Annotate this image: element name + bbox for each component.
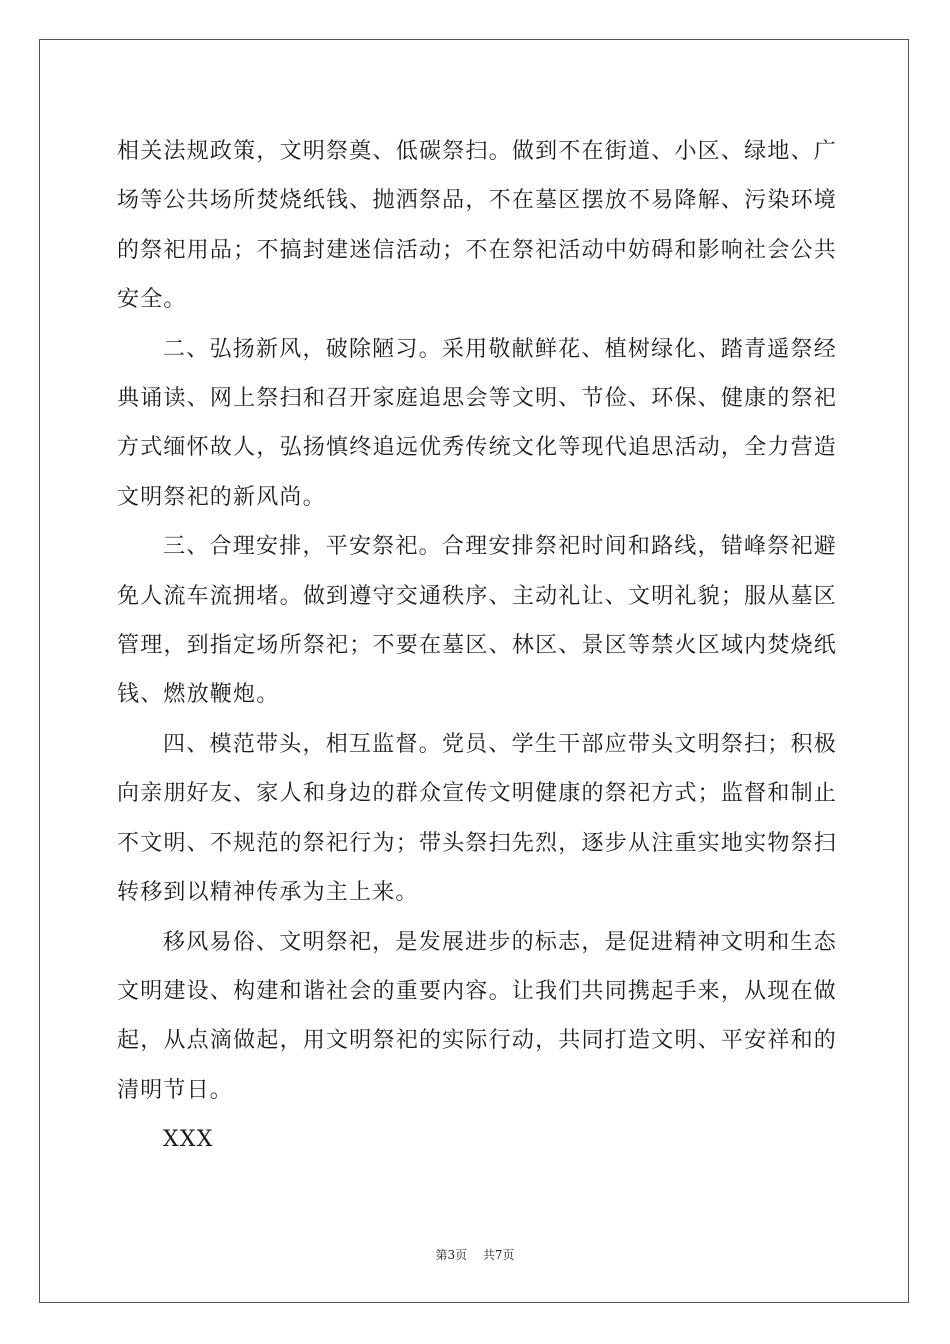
paragraph-conclusion: 移风易俗、文明祭祀，是发展进步的标志，是促进精神文明和生态文明建设、构建和谐社会的重要内容。让我们共同携起手来，从现在做起，从点滴做起，用文明祭祀的实际行动，共同打造文明、平安祥和的清明节日。 [117,929,837,1103]
document-body [117,127,837,1165]
paragraph-section-two: 二、弘扬新风，破除陋习。采用敬献鲜花、植树绿化、踏青遥祭经典诵读、网上祭扫和召开家庭追思会等文明、节俭、环保、健康的祭祀方式缅怀故人，弘扬慎终追远优秀传统文化等现代追思活动，全力营造文明祭祀的新风尚。 [117,336,837,510]
page-total: 共7页 [482,1248,515,1262]
paragraph-section-three: 三、合理安排，平安祭祀。合理安排祭祀时间和路线，错峰祭祀避免人流车流拥堵。做到遵守交通秩序、主动礼让、文明礼貌；服从墓区管理，到指定场所祭祀；不要在墓区、林区、景区等禁火区域内焚烧纸钱、燃放鞭炮。 [117,534,837,708]
paragraph-section-four: 四、模范带头，相互监督。党员、学生干部应带头文明祭扫；积极向亲朋好友、家人和身边的群众宣传文明健康的祭祀方式；监督和制止不文明、不规范的祭祀行为；带头祭扫先烈，逐步从注重实地实物祭扫转移到以精神传承为主上来。 [117,731,837,906]
page-footer [0,1246,950,1263]
page-number: 第3页 [435,1248,468,1262]
signature: XXX [163,1127,214,1153]
paragraph-continued: 相关法规政策，文明祭奠、低碳祭扫。做到不在街道、小区、绿地、广场等公共场所焚烧纸钱、抛洒祭品，不在墓区摆放不易降解、污染环境的祭祀用品；不搞封建迷信活动；不在祭祀活动中妨碍和影响社会公共安全。 [117,139,837,313]
